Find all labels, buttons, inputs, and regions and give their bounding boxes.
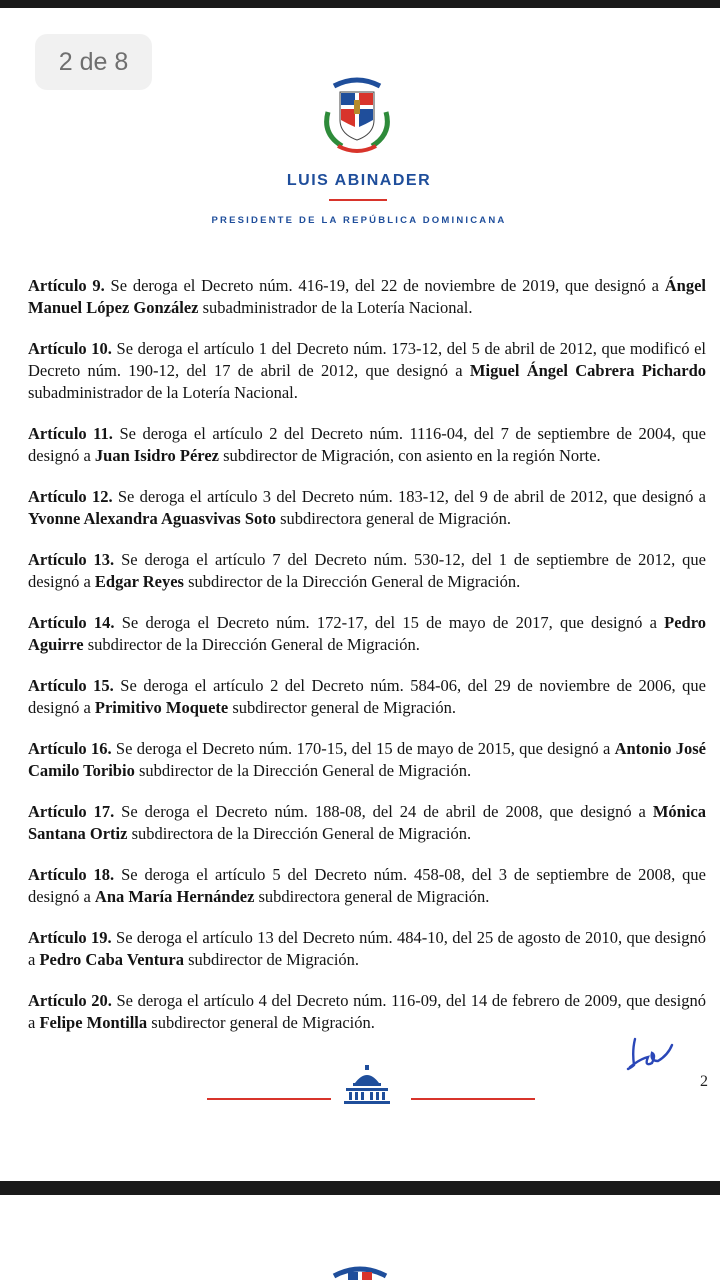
article-text: Se deroga el artículo 7 del Decreto núm. 530-12, del 1 de septiembre de 2012, que designó a [28, 550, 706, 591]
article-text: subdirectora general de Migración. [276, 509, 512, 528]
article-text: Se deroga el artículo 5 del Decreto núm. 458-08, del 3 de septiembre de 2008, que designó a [28, 865, 706, 906]
page-separator [0, 1181, 720, 1195]
president-title: PRESIDENTE DE LA REPÚBLICA DOMINICANA [211, 215, 507, 226]
article-label: Artículo 17. [28, 802, 115, 821]
article-paragraph [28, 990, 706, 1034]
article-text: Se deroga el Decreto núm. 172-17, del 15 de mayo de 2017, que designó a [114, 613, 665, 632]
president-name: LUIS ABINADER [286, 172, 432, 189]
article-paragraph [28, 864, 706, 908]
top-bar [0, 0, 720, 8]
article-label: Artículo 13. [28, 550, 115, 569]
article-text: subdirector de la Dirección General de Migración. [83, 635, 420, 654]
designee-name: Felipe Montilla [39, 1013, 148, 1032]
article-text: subdirector de Migración, con asiento en la región Norte. [218, 446, 601, 465]
designee-name: Antonio José Camilo Toribio [28, 739, 707, 780]
article-text: Se deroga el artículo 2 del Decreto núm. 1116-04, del 7 de septiembre de 2004, que designó a [28, 424, 706, 465]
article-paragraph [28, 275, 706, 319]
articles-list [28, 275, 706, 1053]
article-paragraph [28, 486, 706, 530]
article-paragraph [28, 738, 706, 782]
designee-name: Juan Isidro Pérez [94, 446, 219, 465]
designee-name: Edgar Reyes [94, 572, 184, 591]
handwritten-signature-icon [626, 1035, 676, 1073]
article-paragraph [28, 801, 706, 845]
article-text: Se deroga el artículo 13 del Decreto núm. 484-10, del 25 de agosto de 2010, que designó a [28, 928, 706, 969]
page-counter: 2 de 8 [35, 34, 152, 90]
name-underline [329, 199, 387, 201]
designee-name: Pedro Caba Ventura [39, 950, 184, 969]
article-text: subdirectora general de Migración. [254, 887, 490, 906]
article-paragraph [28, 423, 706, 467]
article-paragraph [28, 612, 706, 656]
designee-name: Primitivo Moquete [94, 698, 229, 717]
national-palace-icon [343, 1063, 391, 1105]
coat-of-arms-icon [318, 72, 396, 154]
article-text: Se deroga el artículo 4 del Decreto núm. 116-09, del 14 de febrero de 2009, que designó a [28, 991, 706, 1032]
article-paragraph [28, 675, 706, 719]
article-label: Artículo 15. [28, 676, 114, 695]
designee-name: Ángel Manuel López González [28, 276, 707, 317]
article-text: Se deroga el artículo 1 del Decreto núm. 173-12, del 5 de abril de 2012, que modificó el Decreto núm. 190-12, del 17 de abril de 2012, que designó a [28, 339, 706, 380]
article-text: subdirector de la Dirección General de Migración. [183, 572, 521, 591]
article-text: subdirector general de Migración. [147, 1013, 375, 1032]
designee-name: Miguel Ángel Cabrera Pichardo [469, 361, 707, 380]
article-paragraph [28, 338, 706, 404]
article-text: Se deroga el Decreto núm. 170-15, del 15 de mayo de 2015, que designó a [111, 739, 615, 758]
article-text: Se deroga el Decreto núm. 416-19, del 22 de noviembre de 2019, que designó a [104, 276, 665, 295]
article-label: Artículo 10. [28, 339, 112, 358]
article-text: subdirector de Migración. [184, 950, 360, 969]
footer-line-right [411, 1098, 535, 1100]
designee-name: Yvonne Alexandra Aguasvivas Soto [28, 509, 277, 528]
article-text: Se deroga el Decreto núm. 188-08, del 24 de abril de 2008, que designó a [114, 802, 653, 821]
article-paragraph [28, 549, 706, 593]
article-text: subdirector de la Dirección General de Migración. [134, 761, 472, 780]
article-label: Artículo 11. [28, 424, 113, 443]
article-label: Artículo 16. [28, 739, 112, 758]
article-text: Se deroga el artículo 2 del Decreto núm. 584-06, del 29 de noviembre de 2006, que designó a [28, 676, 706, 717]
article-label: Artículo 14. [28, 613, 115, 632]
page-number: 2 [700, 1073, 708, 1090]
article-label: Artículo 19. [28, 928, 112, 947]
article-label: Artículo 20. [28, 991, 112, 1010]
coat-of-arms-icon [326, 1262, 394, 1280]
article-text: subadministrador de la Lotería Nacional. [28, 383, 298, 402]
article-text: subdirectora de la Dirección General de Migración. [127, 824, 472, 843]
article-text: subadministrador de la Lotería Nacional. [198, 298, 473, 317]
article-text: Se deroga el artículo 3 del Decreto núm. 183-12, del 9 de abril de 2012, que designó a [112, 487, 706, 506]
article-text: subdirector general de Migración. [228, 698, 456, 717]
designee-name: Pedro Aguirre [28, 613, 706, 654]
footer-line-left [207, 1098, 331, 1100]
designee-name: Mónica Santana Ortiz [28, 802, 706, 843]
designee-name: Ana María Hernández [94, 887, 255, 906]
article-label: Artículo 12. [28, 487, 113, 506]
article-paragraph [28, 927, 706, 971]
article-label: Artículo 9. [28, 276, 105, 295]
article-label: Artículo 18. [28, 865, 115, 884]
